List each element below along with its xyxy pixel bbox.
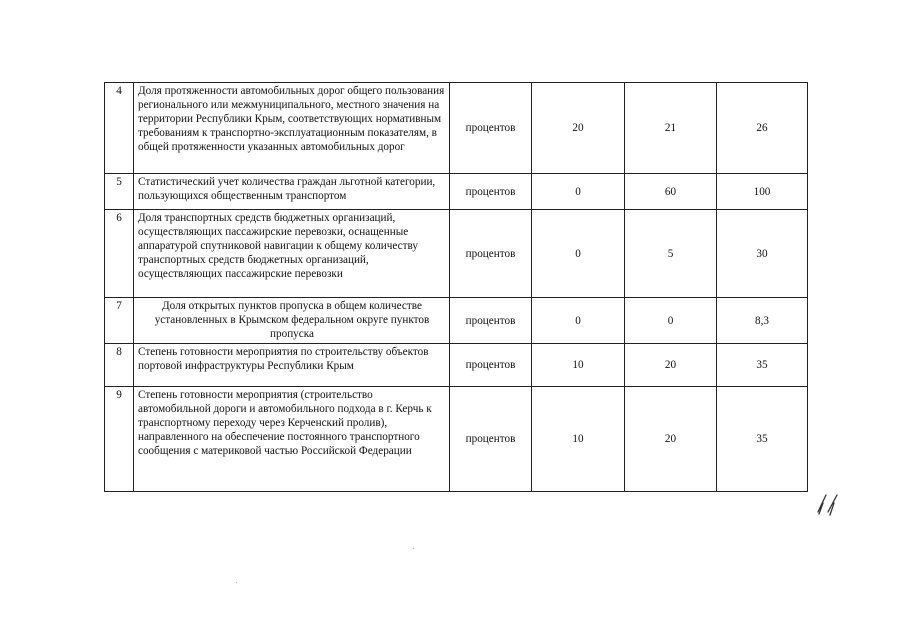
unit-cell: процентов — [450, 387, 532, 492]
table-row — [105, 387, 808, 492]
table-row — [105, 174, 808, 210]
row-number: 8 — [105, 344, 134, 387]
value-year-1: 10 — [532, 344, 625, 387]
value-year-2: 20 — [625, 344, 717, 387]
value-year-3: 35 — [717, 387, 808, 492]
table-row — [105, 298, 808, 344]
value-year-1: 0 — [532, 298, 625, 344]
handwritten-page-number — [814, 492, 844, 518]
value-year-3: 8,3 — [717, 298, 808, 344]
indicator-name: Степень готовности мероприятия (строительство автомобильной дороги и автомобильного подхода в г. Керчь к транспортному переходу через Керченский пролив), направленного на обеспечение постоянного транспортного сообщения с материковой частью Российской Федерации — [134, 387, 450, 492]
table-row — [105, 210, 808, 298]
value-year-2: 60 — [625, 174, 717, 210]
unit-cell: процентов — [450, 210, 532, 298]
value-year-3: 26 — [717, 83, 808, 174]
scan-speck — [413, 548, 414, 549]
row-number: 9 — [105, 387, 134, 492]
value-year-1: 20 — [532, 83, 625, 174]
value-year-1: 0 — [532, 210, 625, 298]
indicator-name: Статистический учет количества граждан льготной категории, пользующихся общественным транспортом — [134, 174, 450, 210]
unit-cell: процентов — [450, 174, 532, 210]
table-row — [105, 344, 808, 387]
unit-cell: процентов — [450, 344, 532, 387]
unit-cell: процентов — [450, 298, 532, 344]
value-year-2: 20 — [625, 387, 717, 492]
indicator-name: Доля транспортных средств бюджетных организаций, осуществляющих пассажирские перевозки, оснащенные аппаратурой спутниковой навигации к общему количеству транспортных средств бюджетных организаций, осуществляющих пассажирские перевозки — [134, 210, 450, 298]
row-number: 4 — [105, 83, 134, 174]
value-year-2: 5 — [625, 210, 717, 298]
scan-speck — [236, 582, 237, 583]
value-year-2: 21 — [625, 83, 717, 174]
indicator-name: Доля протяженности автомобильных дорог общего пользования регионального или межмуниципального, местного значения на территории Республики Крым, соответствующих нормативным требованиям к транспортно-эксплуатационным показателям, в общей протяженности указанных автомобильных дорог — [134, 83, 450, 174]
value-year-1: 0 — [532, 174, 625, 210]
unit-cell: процентов — [450, 83, 532, 174]
row-number: 5 — [105, 174, 134, 210]
value-year-2: 0 — [625, 298, 717, 344]
row-number: 6 — [105, 210, 134, 298]
row-number: 7 — [105, 298, 134, 344]
indicator-name: Доля открытых пунктов пропуска в общем количестве установленных в Крымском федеральном округе пунктов пропуска — [134, 298, 450, 344]
indicator-name: Степень готовности мероприятия по строительству объектов портовой инфраструктуры Республики Крым — [134, 344, 450, 387]
table-row — [105, 83, 808, 174]
value-year-3: 30 — [717, 210, 808, 298]
value-year-3: 100 — [717, 174, 808, 210]
indicators-table — [104, 82, 808, 492]
value-year-1: 10 — [532, 387, 625, 492]
value-year-3: 35 — [717, 344, 808, 387]
